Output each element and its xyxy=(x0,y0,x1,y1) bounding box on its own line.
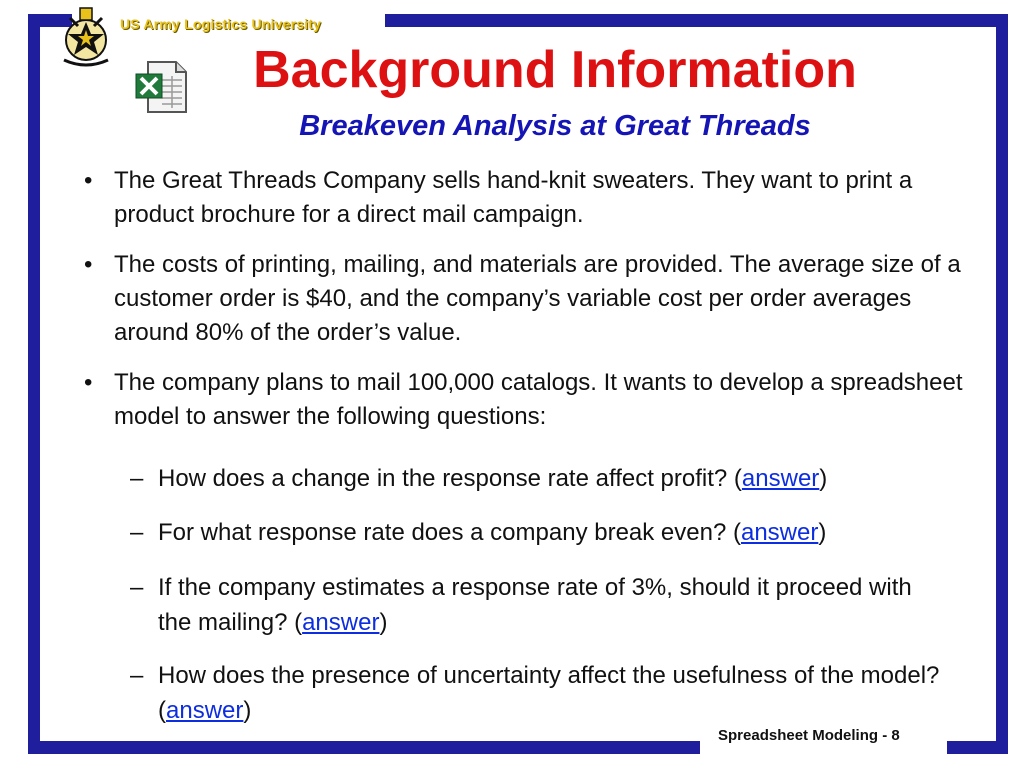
closing-paren: ) xyxy=(243,697,252,724)
bullet-item xyxy=(84,366,964,434)
question-text: If the company estimates a response rate of 3%, should it proceed with the mailing? ( xyxy=(158,574,912,636)
bullet-item xyxy=(84,248,964,350)
bullet-marker: • xyxy=(84,167,93,194)
slide-subtitle: Breakeven Analysis at Great Threads xyxy=(299,110,811,142)
answer-link[interactable]: answer xyxy=(740,519,819,546)
sub-bullet-marker: – xyxy=(130,574,144,601)
answer-link[interactable]: answer xyxy=(302,609,380,636)
answer-link[interactable]: answer xyxy=(741,465,820,492)
sub-bullet-marker: – xyxy=(130,519,144,546)
sub-bullet-item xyxy=(130,570,950,640)
footer-slide-label: Spreadsheet Modeling - 8 xyxy=(718,727,900,744)
frame-top xyxy=(385,14,1008,27)
sub-bullet-marker: – xyxy=(130,465,144,492)
bullet-marker: • xyxy=(84,369,93,396)
sub-bullet-text xyxy=(158,461,950,496)
question-text: How does the presence of uncertainty affect the usefulness of the model? ( xyxy=(158,662,940,724)
sub-bullet-text xyxy=(158,515,950,550)
answer-link[interactable]: answer xyxy=(166,697,244,724)
sub-bullet-text xyxy=(158,658,950,728)
sub-bullet-item xyxy=(130,658,950,728)
slide-title: Background Information xyxy=(253,41,857,99)
sub-bullet-text xyxy=(158,570,950,640)
sub-bullet-item xyxy=(130,515,950,550)
bullet-text: The Great Threads Company sells hand-knit sweaters. They want to print a product brochure for a direct mail campaign. xyxy=(114,167,913,228)
closing-paren: ) xyxy=(818,519,827,546)
frame-bottom-left xyxy=(28,741,700,754)
question-text: For what response rate does a company break even? ( xyxy=(158,519,741,546)
closing-paren: ) xyxy=(819,465,828,492)
question-text: How does a change in the response rate affect profit? ( xyxy=(158,465,742,492)
bullet-marker: • xyxy=(84,251,93,278)
bullet-text: The company plans to mail 100,000 catalogs. It wants to develop a spreadsheet model to answer the following questions: xyxy=(114,369,963,430)
organization-name: US Army Logistics University xyxy=(120,16,322,32)
sub-bullet-marker: – xyxy=(130,662,144,689)
frame-bottom-right xyxy=(947,741,1008,754)
bullet-text: The costs of printing, mailing, and materials are provided. The average size of a customer order is $40, and the company’s variable cost per order averages around 80% of the order’s value. xyxy=(114,251,961,346)
bullet-item xyxy=(84,164,964,232)
closing-paren: ) xyxy=(379,609,388,636)
sub-bullet-item xyxy=(130,461,950,496)
